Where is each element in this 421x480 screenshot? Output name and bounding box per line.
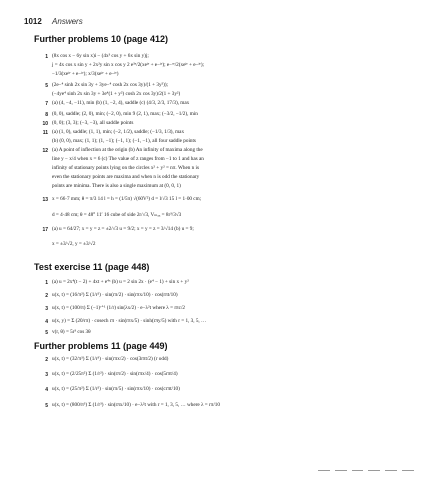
answer-line: u(x, t) = (100/π) Σ (−1)ʳ⁺¹ (1/r) sin(λx/2) · e−λ²t where λ = rπc/2 xyxy=(52,305,186,311)
answer-number: 12 xyxy=(42,147,48,154)
answer-number: 13 xyxy=(42,196,48,203)
answer-line: j = 4x cos x sin y + 2x²y sin x cos y 2 e³ʸ/2(xeʲʸ + e−ʲʸ); e−ʳʸ/2(xeʲʸ + e−ʲʸ); xyxy=(52,62,205,68)
answer-number: 5 xyxy=(45,329,48,336)
answer-number: 1 xyxy=(45,53,48,60)
answer-line: d = 4·48 cm; θ = 48° 11′ 16 cube of side 2r/√3, Vₘₐₓ = 8r³/3√3 xyxy=(52,212,182,218)
answer-number: 17 xyxy=(42,226,48,233)
answer-line: infinity of stationary points lying on the circles x² + y² = nπ. When n is xyxy=(52,165,200,171)
answer-line: (a) A point of inflection at the origin (b) An infinity of maxima along the xyxy=(52,147,203,153)
answer-line: u(x, t) = (32/π³) Σ (1/r³) · sin(rπx/2) · cos(3rπt/2) (r odd) xyxy=(52,356,169,362)
answer-number: 10 xyxy=(42,120,48,127)
answer-number: 2 xyxy=(45,356,48,363)
answer-number: 7 xyxy=(45,100,48,107)
answer-number: 5 xyxy=(45,402,48,409)
answer-number: 3 xyxy=(45,371,48,378)
answer-number: 5 xyxy=(45,82,48,89)
answer-line: u(x, t) = (800/π³) Σ (1/r³) · sin(rπx/10) · e−λ²t with r = 1, 3, 5, … where λ = rπ/10 xyxy=(52,402,220,408)
answer-line: −1/3(xeʲʸ + e−ʲʸ); x/3(xeʲʸ + e−ʲʸ) xyxy=(52,71,119,77)
answer-line: (0, 0), saddle; (2, 0), min; (−2, 0), min 9 (2, 1), max; (−3/2, −1/2), min xyxy=(52,111,198,117)
answer-line: (2e−⁴ sinh 2x sin 3y + 3ye−⁴ cosh 2x cos 3y)/(1 + 3y²)); xyxy=(52,82,168,88)
answer-number: 3 xyxy=(45,305,48,312)
heading-test-exercise-11: Test exercise 11 (page 448) xyxy=(34,262,150,272)
answer-line: u(x, t) = (25/π²) Σ (1/r²) · sin(rπ/5) · sin(rπx/10) · cos(crπt/10) xyxy=(52,386,180,392)
answer-line: (0, 0); (3, 3); (−3, −3), all saddle points xyxy=(52,120,134,126)
answer-line: x = 66·7 mm; θ = π/3 14 l = h = (1/5π) √(60V²) d = l/√3 15 l = 1·00 cm; xyxy=(52,196,202,202)
section-title: Answers xyxy=(52,17,83,26)
answer-line: (a) u = 64/27; x = y = z = ±2/√3 u = 9/2; x = y = z = 3/√14 (b) u = 9; xyxy=(52,226,194,232)
answer-line: (8x cos x − 6y sin x)i − (4x³ cos y + 6x sin y)j; xyxy=(52,53,149,59)
answer-number: 4 xyxy=(45,386,48,393)
answer-number: 1 xyxy=(45,279,48,286)
answer-number: 2 xyxy=(45,292,48,299)
page-number: 1012 xyxy=(24,17,42,26)
answer-line: (a) u = 2x⁴(t − 2) + 4xt + e⁴ˣ (b) u = 2 sin 2x · (e⁴ − 1) + sin x + y² xyxy=(52,279,189,285)
answer-number: 8 xyxy=(45,111,48,118)
answer-line: (a) (1, 0), saddle; (1, 1), min; (−2, 1/2), saddle; (−1/3, 1/3), max xyxy=(52,129,185,135)
answer-line: even the stationary points are maxima and when n is odd the stationary xyxy=(52,174,200,180)
answer-line: u(x, y) = Σ (20/rπ) · cosech rπ · sin(rπx/5) · sinh(rπy/5) with r = 1, 3, 5, … xyxy=(52,318,207,324)
answer-line: (a) (4, −4, −11), min (b) (1, −2, 4), saddle (c) (4/3, 2/3, 17/3), max xyxy=(52,100,190,106)
answer-line: (b) (0, 0), max; (1, 1); (1, −1); (−1, 1); (−1, −1), all four saddle points xyxy=(52,138,196,144)
answer-line: (−4ye⁴ sinh 2x sin 3y + 3e⁴(1 + y²) cosh 2x cos 3y)/2(1 + 3y²) xyxy=(52,91,181,97)
answer-line: points are minima. There is also a single maximum at (0, 0, 1) xyxy=(52,183,181,189)
answer-line: u(x, t) = (2/25π²) Σ (1/r²) · sin(rπ/2) · sin(rπx/4) · cos(5rπt/4) xyxy=(52,371,178,377)
answer-number: 11 xyxy=(42,129,48,136)
answer-number: 4 xyxy=(45,318,48,325)
answer-line: u(x, t) = (16/π²) Σ (1/r²) · sin(rπ/2) · sin(rπx/10) · cos(rπt/10) xyxy=(52,292,178,298)
footer-rule xyxy=(318,470,414,472)
answer-line: v(r, θ) = 5r³ cos 3θ xyxy=(52,329,91,335)
answer-line: x = ±3/√2, y = ±3/√2 xyxy=(52,241,96,247)
heading-further-problems-11: Further problems 11 (page 449) xyxy=(34,341,168,351)
running-head xyxy=(24,17,83,26)
heading-further-problems-10: Further problems 10 (page 412) xyxy=(34,34,169,44)
answer-line: line y − x/4 when x = 6 (c) The value of z ranges from −1 to 1 and has an xyxy=(52,156,204,162)
